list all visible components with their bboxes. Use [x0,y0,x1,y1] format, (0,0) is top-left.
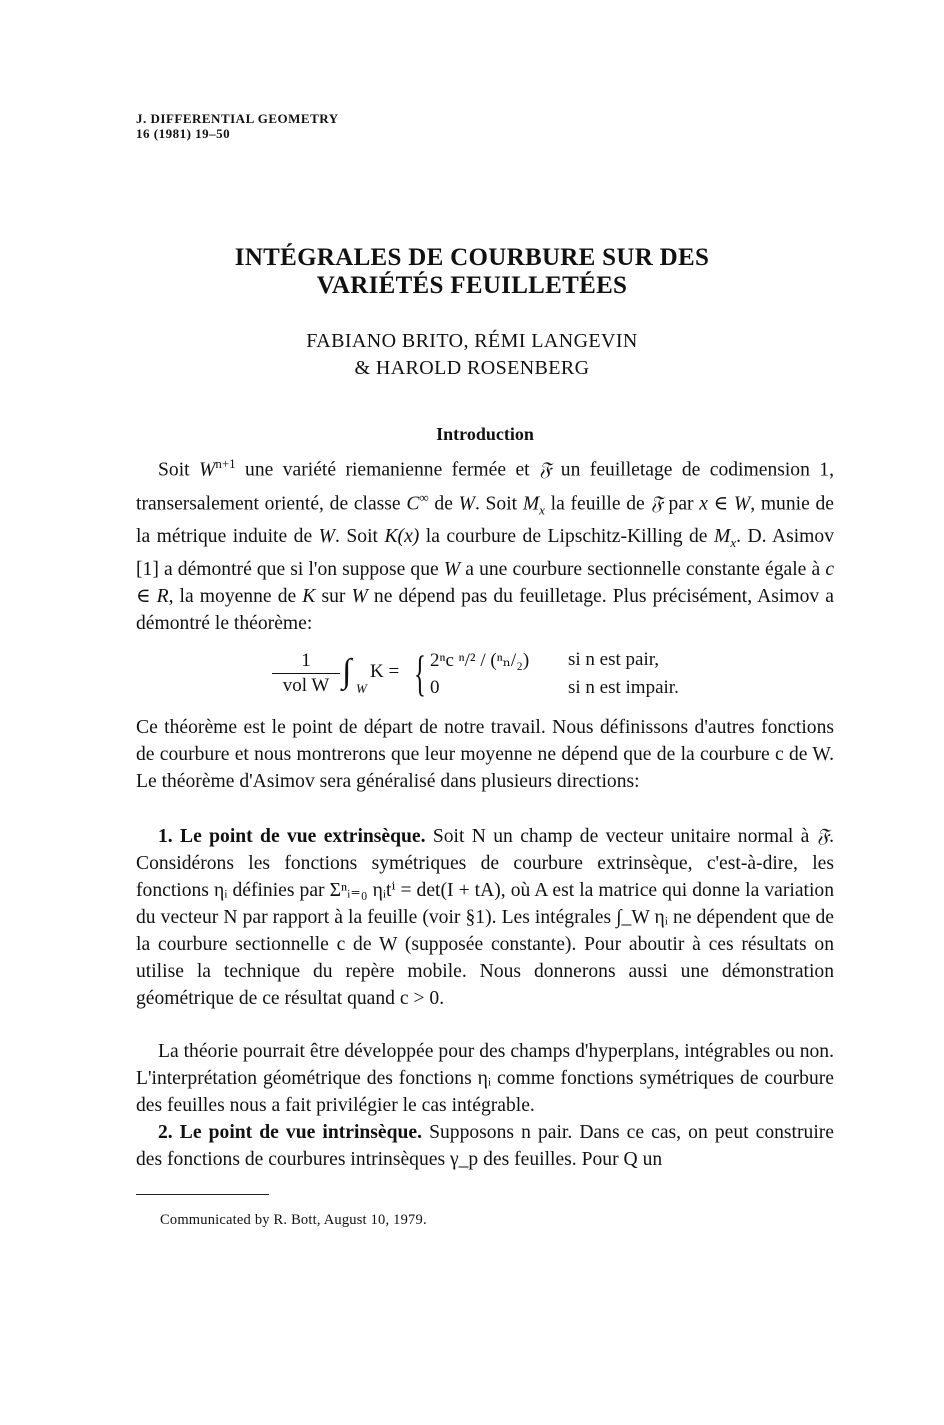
intro-paragraph-4 [136,1038,834,1119]
p1-text: , munie de la métrique induite de [136,493,834,547]
p1-text: de [428,493,459,515]
fraction-denominator: vol W [282,675,330,696]
formula-condition-1: si n est pair, [568,649,660,670]
p1-math: C [406,493,420,515]
p1-text: la courbure de Lipschitz-Killing de [419,525,714,547]
brace-icon: { [414,645,426,701]
integral-sign: ∫ [342,653,352,690]
p3-text: . Considérons les fonctions symétriques de courbure extrinsèque, c'est-à-dire, les fonctions ηᵢ définies par Σⁿᵢ₌₀ ηᵢtⁱ = det(I + tA), où A est la matrice qui donne la variation du vecteur N par rapport à la feuille (voir §1). Les intégrales ∫_W ηᵢ ne dépendent que de la courbure sectionnelle c de W (supposée constante). Pour aboutir à ces résultats on utilise la technique du repère mobile. Nous donnerons aussi une démonstration géométrique de ce résultat quand c > 0. [136,826,834,1009]
p1-math-sub: x [539,501,545,517]
p1-math: K [302,585,316,607]
p1-math: x ∈ W [699,493,751,515]
p1-text: la feuille de [544,493,651,515]
p2-text: Ce théorème est le point de départ de notre travail. Nous définissons d'autres fonctions de courbure et nous montrerons que leur moyenne ne dépend que de la courbure c de W. Le théorème d'Asimov sera généralisé dans plusieurs directions: [136,717,834,792]
p1-math: W [318,525,335,547]
authors [0,328,944,382]
title-line-2: VARIÉTÉS FEUILLETÉES [316,272,628,299]
footnote: Communicated by R. Bott, August 10, 1979. [160,1212,427,1228]
authors-line-1: FABIANO BRITO, RÉMI LANGEVIN [306,330,638,352]
journal-name: J. DIFFERENTIAL GEOMETRY [136,111,339,126]
p5-text: Supposons n pair. Dans ce cas, on peut construire des fonctions de courbures intrinsèques γ_p des feuilles. Pour Q un [136,1122,834,1170]
section-1-label: 1. Le point de vue extrinsèque. [158,826,426,847]
p1-text: sur [315,585,352,607]
p1-math: 𝔉 [650,491,663,515]
p1-math: 𝔉 [539,457,552,481]
p1-math: M [713,525,731,547]
formula-case-1: 2ⁿc ⁿ/² / (ⁿₙ/₂) [430,650,530,671]
p1-text: Soit [158,459,199,481]
integral-subscript: W [356,681,367,696]
p1-math: W [351,585,368,607]
section-heading: Introduction [436,424,534,444]
asimov-formula [272,645,722,707]
authors-line-2: & HAROLD ROSENBERG [354,357,590,379]
p1-text: . Soit [474,493,523,515]
journal-header [136,111,339,141]
p1-math: M [522,493,540,515]
p1-math-sup: n+1 [215,456,236,471]
p1-math: K(x) [384,525,420,547]
intro-paragraph-5 [136,1119,834,1173]
p1-text: ne dépend pas du feuilletage. Plus précisément, Asimov a démontré le théorème: [136,585,834,634]
section-2-label: 2. Le point de vue intrinsèque. [158,1122,423,1143]
p1-text: par [662,493,700,515]
p1-math: W [198,459,216,481]
formula-case-2: 0 [430,677,440,698]
p3-math: 𝔉 [816,824,830,847]
formula-lhs: K = [370,661,400,682]
p1-math-sub: x [730,534,737,550]
title-line-1: INTÉGRALES DE COURBURE SUR DES [234,244,710,271]
p1-text: . D. Asimov [1] a démontré que si l'on suppose que [136,525,834,580]
p1-text: a une courbure sectionnelle constante égale à [460,558,826,580]
p1-text: une variété riemanienne fermée et [235,459,539,481]
intro-paragraph-3 [136,822,834,1012]
fraction [272,651,340,698]
p1-math-sup: ∞ [419,489,429,505]
p1-math: W [443,558,461,580]
p1-math: W [458,493,475,515]
p1-math: c ∈ R [136,558,835,607]
intro-paragraph-2 [136,714,834,795]
intro-paragraph-1 [136,450,834,637]
paper-title [0,244,944,300]
journal-volume: 16 (1981) 19–50 [136,126,231,141]
p1-text: . Soit [335,525,385,547]
p1-text: un feuilletage de codimension 1, transersalement orienté, de classe [136,459,834,515]
p4-text: La théorie pourrait être développée pour des champs d'hyperplans, intégrables ou non. L'interprétation géométrique des fonctions ηᵢ comme fonctions symétriques de courbure des feuilles nous a fait privilégier le cas intégrable. [136,1041,834,1116]
formula-condition-2: si n est impair. [568,677,679,698]
footnote-divider [136,1194,269,1195]
fraction-numerator: 1 [272,651,340,674]
p1-text: , la moyenne de [168,585,303,607]
p3-text: Soit N un champ de vecteur unitaire normal à [425,826,817,847]
